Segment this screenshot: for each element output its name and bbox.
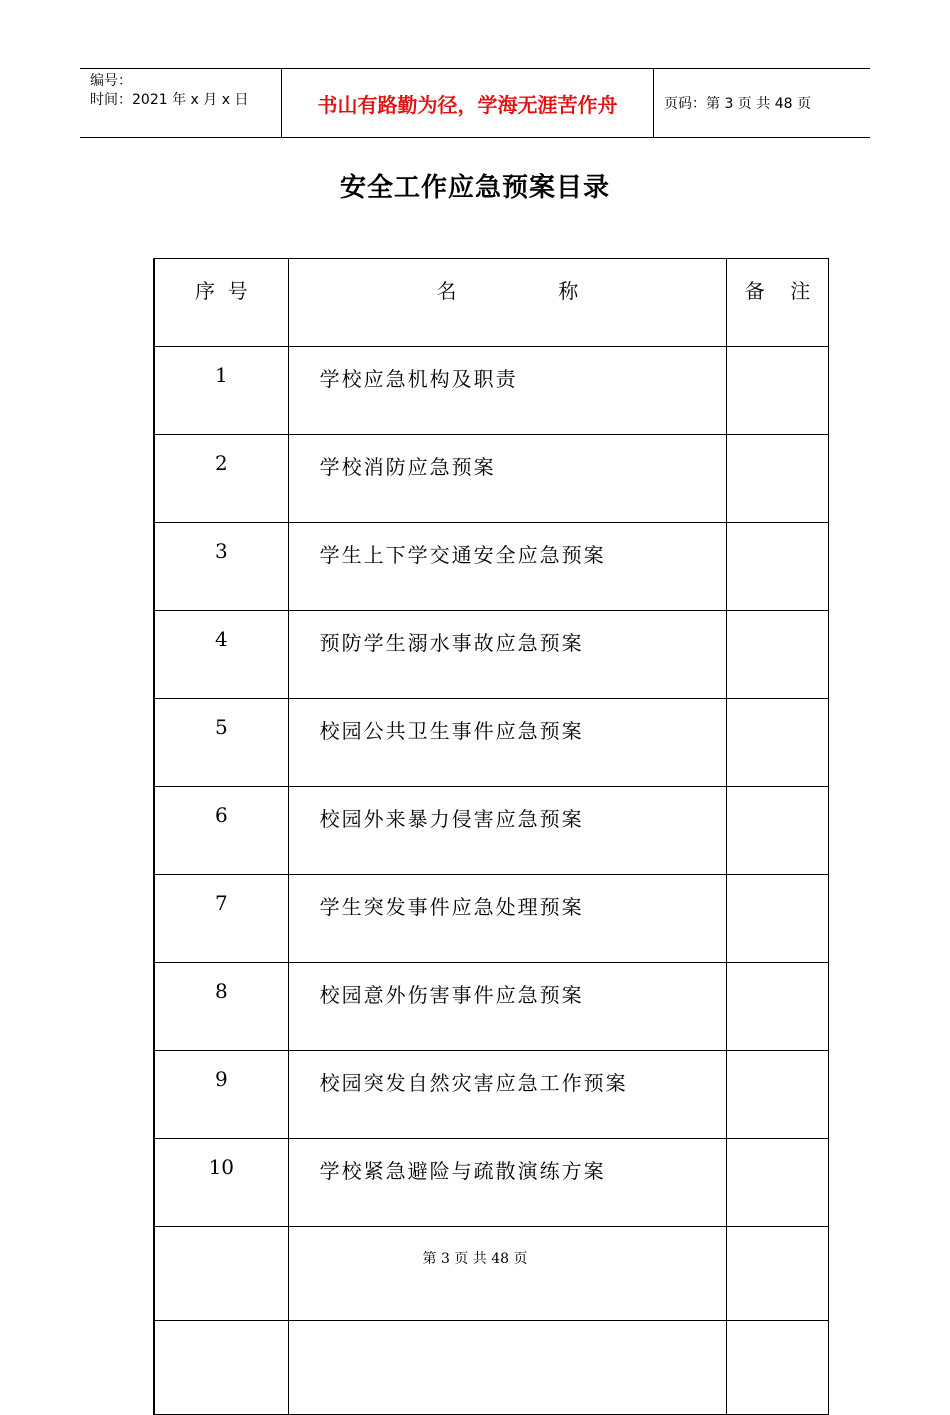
row-number: 1 [154,347,288,435]
row-number [154,1321,288,1415]
row-note [727,699,829,787]
header-motto: 书山有路勤为径，学海无涯苦作舟 [282,69,654,137]
row-number: 9 [154,1051,288,1139]
table-row [154,699,829,787]
row-name: 学生上下学交通安全应急预案 [288,523,727,611]
row-number: 6 [154,787,288,875]
table-row [154,875,829,963]
row-number [154,1227,288,1321]
row-number: 7 [154,875,288,963]
row-note [727,1139,829,1227]
row-name: 校园公共卫生事件应急预案 [288,699,727,787]
row-number: 8 [154,963,288,1051]
header-number: 序 号 [154,259,288,347]
row-name: 学校应急机构及职责 [288,347,727,435]
header-page-info: 页码：第 3 页 共 48 页 [664,96,811,112]
row-note [727,963,829,1051]
row-note [727,611,829,699]
row-note [727,1051,829,1139]
row-number: 2 [154,435,288,523]
table-header-row [154,259,829,347]
page-footer: 第 3 页 共 48 页 [422,1251,528,1267]
row-note [727,787,829,875]
table-row [154,1051,829,1139]
row-number: 3 [154,523,288,611]
row-name: 预防学生溺水事故应急预案 [288,611,727,699]
row-name: 校园突发自然灾害应急工作预案 [288,1051,727,1139]
header-name: 名 称 [288,259,727,347]
table-row [154,347,829,435]
table-row [154,963,829,1051]
toc-table [153,258,829,1415]
table-row [154,787,829,875]
row-name [288,1227,727,1321]
table-row [154,611,829,699]
row-number: 5 [154,699,288,787]
document-title: 安全工作应急预案目录 [339,173,610,203]
table-row [154,523,829,611]
table-row [154,1321,829,1415]
row-name: 学生突发事件应急处理预案 [288,875,727,963]
row-note [727,1321,829,1415]
time-label: 时间：2021 年 x 月 x 日 [90,92,249,108]
number-label: 编号： [90,73,132,89]
row-name: 学校紧急避险与疏散演练方案 [288,1139,727,1227]
row-name: 校园意外伤害事件应急预案 [288,963,727,1051]
table-row [154,1227,829,1321]
row-number: 4 [154,611,288,699]
row-name: 学校消防应急预案 [288,435,727,523]
row-note [727,347,829,435]
row-name [288,1321,727,1415]
row-note [727,875,829,963]
header-meta [80,69,282,137]
row-note [727,435,829,523]
row-name: 校园外来暴力侵害应急预案 [288,787,727,875]
row-note [727,523,829,611]
page-header [80,68,870,138]
table-row [154,1139,829,1227]
table-row [154,435,829,523]
row-note [727,1227,829,1321]
row-number: 10 [154,1139,288,1227]
header-note: 备 注 [727,259,829,347]
